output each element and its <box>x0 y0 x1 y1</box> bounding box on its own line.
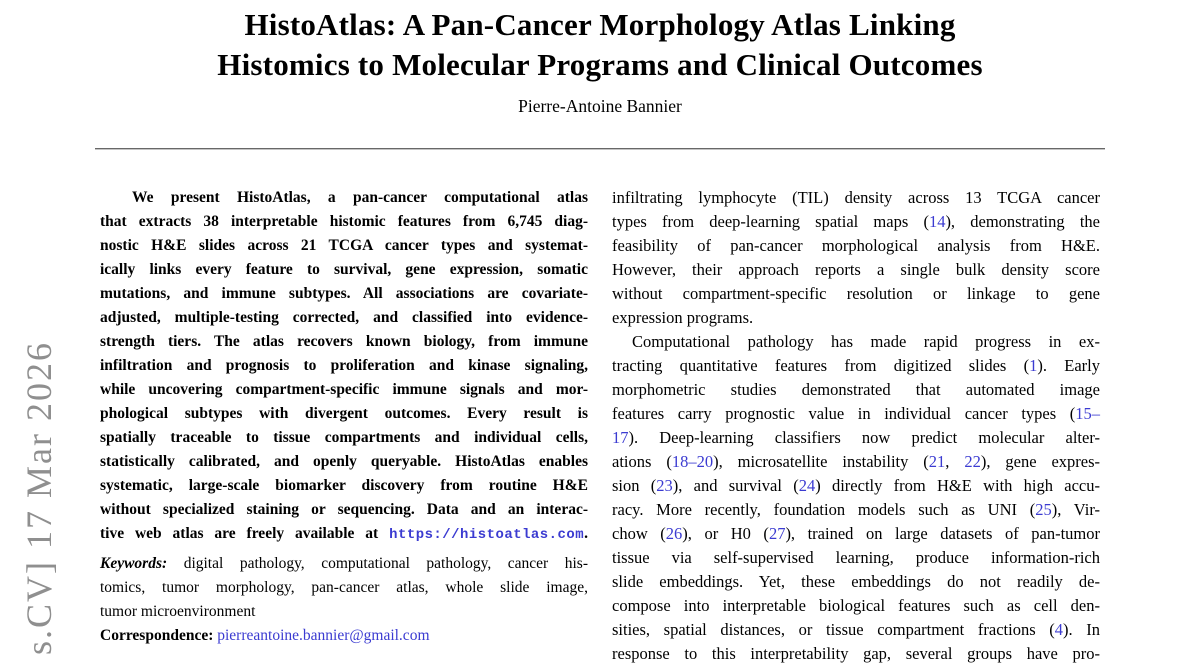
keywords-and-correspondence <box>100 552 588 648</box>
text-segment: However, their approach reports a single bulk density score <box>612 260 1100 279</box>
text-line <box>100 330 588 354</box>
text-line <box>612 426 1100 450</box>
text-segment: Keywords: <box>100 555 168 572</box>
text-line <box>100 624 588 648</box>
text-segment: that extracts 38 interpretable histomic features from 6,745 diag- <box>100 213 588 230</box>
text-line <box>100 234 588 258</box>
text-line <box>100 522 588 546</box>
text-segment: ), microsatellite instability ( <box>713 452 929 471</box>
text-segment: ), trained on large datasets of pan-tumor <box>785 524 1100 543</box>
text-segment: . <box>584 525 588 542</box>
arxiv-watermark: s.CV] 17 Mar 2026 <box>19 341 59 655</box>
citation-link[interactable]: 24 <box>798 476 816 495</box>
text-line <box>100 210 588 234</box>
text-segment: ). In <box>1063 620 1100 639</box>
citation-link[interactable]: 18–20 <box>671 452 714 471</box>
left-column <box>100 186 588 648</box>
text-line <box>612 402 1100 426</box>
text-segment: expression programs. <box>612 308 754 327</box>
text-line <box>612 354 1100 378</box>
text-segment: infiltrating lymphocyte (TIL) density across 13 TCGA cancer <box>612 188 1100 207</box>
text-line <box>100 186 588 210</box>
text-segment: slide embeddings. Yet, these embeddings do not readily de- <box>612 572 1100 591</box>
text-segment: tracting quantitative features from digitized slides ( <box>612 356 1030 375</box>
text-segment: morphometric studies demonstrated that automated image <box>612 380 1100 399</box>
text-line <box>612 186 1100 210</box>
text-segment: We present HistoAtlas, a pan-cancer computational atlas <box>132 189 588 206</box>
text-line <box>612 474 1100 498</box>
text-segment: sion ( <box>612 476 657 495</box>
text-segment: mutations, and immune subtypes. All associations are covariate- <box>100 285 588 302</box>
text-segment: ), Vir- <box>1051 500 1100 519</box>
text-segment: types from deep-learning spatial maps ( <box>612 212 929 231</box>
text-segment: without compartment-specific resolution or linkage to gene <box>612 284 1100 303</box>
citation-link[interactable]: 21 <box>928 452 946 471</box>
text-segment: ations ( <box>612 452 672 471</box>
text-segment: adjusted, multiple-testing corrected, and classified into evidence- <box>100 309 588 326</box>
text-line <box>612 522 1100 546</box>
text-segment: ically links every feature to survival, gene expression, somatic <box>100 261 588 278</box>
text-line <box>100 282 588 306</box>
text-segment: ). Early <box>1037 356 1100 375</box>
text-line <box>100 498 588 522</box>
text-segment: ), or H0 ( <box>682 524 769 543</box>
text-line <box>100 426 588 450</box>
citation-link[interactable]: 26 <box>665 524 683 543</box>
text-segment: tissue via self-supervised learning, produce information-rich <box>612 548 1100 567</box>
text-segment: ) directly from H&E with high accu- <box>815 476 1100 495</box>
author-name: Pierre-Antoine Bannier <box>518 96 682 116</box>
paper-header <box>0 5 1200 117</box>
text-segment: racy. More recently, foundation models such as UNI ( <box>612 500 1036 519</box>
right-column-body-text <box>612 186 1100 666</box>
citation-link[interactable]: 4 <box>1054 620 1063 639</box>
text-segment: nostic H&E slides across 21 TCGA cancer types and systemat- <box>100 237 588 254</box>
text-line <box>100 576 588 600</box>
text-line <box>612 234 1100 258</box>
text-segment: systematic, large-scale biomarker discovery from routine H&E <box>100 477 588 494</box>
text-line <box>612 618 1100 642</box>
text-segment: compose into interpretable biological features such as cell den- <box>612 596 1100 615</box>
text-segment: statistically calibrated, and openly queryable. HistoAtlas enables <box>100 453 588 470</box>
text-segment: features carry prognostic value in individual cancer types ( <box>612 404 1076 423</box>
text-segment: chow ( <box>612 524 666 543</box>
text-segment: while uncovering compartment-specific immune signals and mor- <box>100 381 588 398</box>
text-segment: , <box>945 452 965 471</box>
text-line <box>100 450 588 474</box>
text-segment: without specialized staining or sequencing. Data and an interac- <box>100 501 588 518</box>
email-link[interactable]: pierreantoine.bannier@gmail.com <box>217 627 430 644</box>
text-segment: sities, spatial distances, or tissue compartment fractions ( <box>612 620 1055 639</box>
text-line <box>612 258 1100 282</box>
citation-link[interactable]: 1 <box>1029 356 1038 375</box>
text-line <box>100 258 588 282</box>
text-line <box>612 594 1100 618</box>
text-line <box>612 546 1100 570</box>
text-line <box>612 642 1100 666</box>
text-line <box>100 354 588 378</box>
text-line <box>100 378 588 402</box>
text-line <box>100 402 588 426</box>
text-line <box>100 600 588 624</box>
text-line <box>100 552 588 576</box>
text-segment: digital pathology, computational pathology, cancer his- <box>167 555 588 572</box>
citation-link[interactable]: 15– <box>1075 404 1100 423</box>
paper-title-line-2: Histomics to Molecular Programs and Clinical Outcomes <box>217 47 983 82</box>
text-line <box>612 378 1100 402</box>
text-segment: tive web atlas are freely available at <box>100 525 390 542</box>
text-segment: response to this interpretability gap, several groups have pro- <box>612 644 1100 663</box>
text-line <box>612 330 1100 354</box>
citation-link[interactable]: 14 <box>928 212 946 231</box>
citation-link[interactable]: 23 <box>656 476 673 495</box>
citation-link[interactable]: 22 <box>964 452 981 471</box>
text-line <box>100 474 588 498</box>
text-segment: feasibility of pan-cancer morphological analysis from H&E. <box>612 236 1100 255</box>
text-line <box>100 306 588 330</box>
text-line <box>612 210 1100 234</box>
text-segment: tumor microenvironment <box>100 603 256 620</box>
text-segment: Computational pathology has made rapid progress in ex- <box>632 332 1100 351</box>
url-link[interactable]: https://histoatlas.com <box>389 527 585 543</box>
text-segment: ), and survival ( <box>672 476 799 495</box>
paper-title-line-1: HistoAtlas: A Pan-Cancer Morphology Atlas Linking <box>244 7 956 42</box>
text-segment: infiltration and prognosis to proliferation and kinase signaling, <box>100 357 588 374</box>
text-segment: ). Deep-learning classifiers now predict molecular alter- <box>628 428 1100 447</box>
text-segment: strength tiers. The atlas recovers known biology, from immune <box>100 333 588 350</box>
text-line <box>612 498 1100 522</box>
text-segment: ), gene expres- <box>980 452 1100 471</box>
text-segment: tomics, tumor morphology, pan-cancer atlas, whole slide image, <box>100 579 588 596</box>
text-segment: ), demonstrating the <box>945 212 1100 231</box>
text-segment: Correspondence: <box>100 627 218 644</box>
text-segment: phological subtypes with divergent outcomes. Every result is <box>100 405 588 422</box>
citation-link[interactable]: 27 <box>768 524 786 543</box>
text-line <box>612 282 1100 306</box>
text-line <box>612 570 1100 594</box>
text-line <box>612 306 1100 330</box>
citation-link[interactable]: 25 <box>1035 500 1052 519</box>
abstract-text <box>100 186 588 546</box>
text-line <box>612 450 1100 474</box>
header-divider-rule <box>95 148 1105 150</box>
citation-link[interactable]: 17 <box>612 428 629 447</box>
text-segment: spatially traceable to tissue compartments and individual cells, <box>100 429 588 446</box>
